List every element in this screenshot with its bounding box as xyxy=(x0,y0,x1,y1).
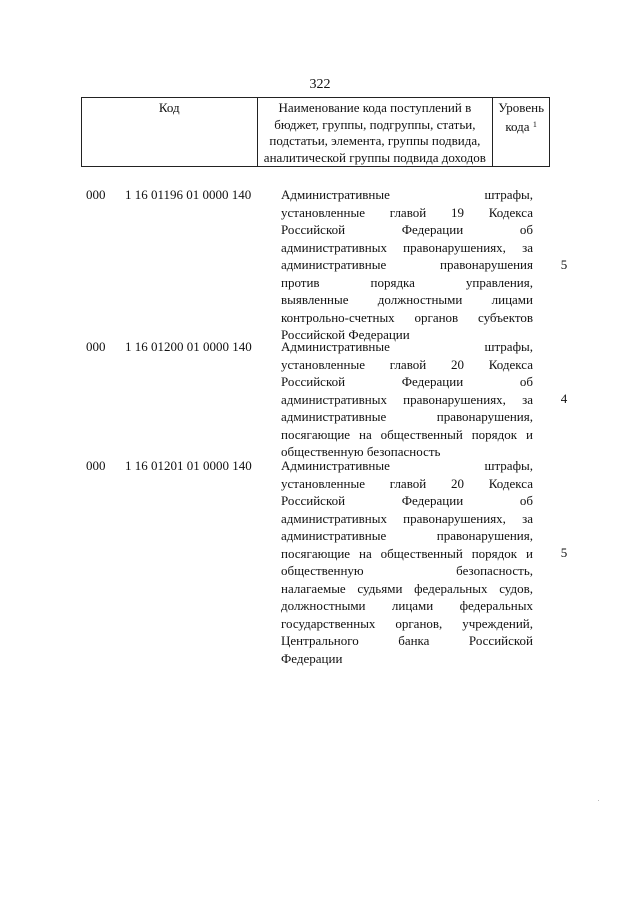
scan-speck xyxy=(598,800,599,801)
row-name-line: административные правонарушения, xyxy=(281,409,533,424)
column-header-level-line xyxy=(494,117,548,136)
column-header-name-line: Наименование кода поступлений в xyxy=(278,100,472,115)
row-name xyxy=(281,457,533,667)
column-header-name-line: подстатьи, элемента, группы подвида, xyxy=(269,133,481,148)
row-income-code: 1 16 01196 01 0000 140 xyxy=(125,187,252,202)
row-name-line: Административные штрафы, xyxy=(281,339,533,354)
row-income-code: 1 16 01201 01 0000 140 xyxy=(125,458,252,473)
row-name-line: установленные главой 20 Кодекса xyxy=(281,475,533,491)
row-income-code: 1 16 01200 01 0000 140 xyxy=(125,339,252,354)
column-header-name-line: бюджет, группы, подгруппы, статьи, xyxy=(274,116,476,132)
row-level: 5 xyxy=(560,545,568,560)
row-admin-code: 000 xyxy=(86,187,106,202)
table-row xyxy=(86,186,568,342)
row-name-line: Административные штрафы, xyxy=(281,458,533,473)
column-header-level-word: кода xyxy=(505,118,530,134)
column-header-level xyxy=(493,98,550,167)
row-name xyxy=(281,338,533,457)
row-level: 5 xyxy=(560,257,568,272)
page-number: 322 xyxy=(309,77,331,92)
row-name-line: административных правонарушениях, за xyxy=(281,391,533,407)
row-name-line: должностными лицами федеральных xyxy=(281,598,533,613)
column-header-name xyxy=(257,98,493,167)
table-body xyxy=(86,186,568,667)
row-name-line: посягающие на общественный порядок и xyxy=(281,426,533,442)
row-name-line: против порядка управления, xyxy=(281,274,533,290)
column-header-level-line: Уровень xyxy=(498,100,544,115)
row-name-line: установленные главой 20 Кодекса xyxy=(281,356,533,372)
row-admin-code: 000 xyxy=(86,458,106,473)
row-level: 4 xyxy=(560,391,568,406)
row-admin-code: 000 xyxy=(86,339,106,354)
column-header-code xyxy=(82,98,258,167)
row-name-line: Центрального банка Российской xyxy=(281,633,533,648)
row-name-line: Административные штрафы, xyxy=(281,187,533,202)
row-name xyxy=(281,186,533,342)
table-header xyxy=(81,97,550,167)
row-name-line: Федерации xyxy=(281,650,343,666)
row-name-line: установленные главой 19 Кодекса xyxy=(281,204,533,220)
row-name-line: общественную безопасность, xyxy=(281,563,533,578)
row-name-line: выявленные должностными лицами xyxy=(281,292,533,307)
column-header-code-label: Код xyxy=(158,100,180,115)
table-row xyxy=(86,457,568,667)
row-name-line: административные правонарушения xyxy=(281,257,533,272)
table-row xyxy=(86,338,568,459)
footnote-marker: 1 xyxy=(532,119,537,129)
row-name-line: Российской Федерации xyxy=(281,327,410,342)
row-name-line: общественную безопасность xyxy=(281,444,441,459)
row-name-line: посягающие на общественный порядок и xyxy=(281,545,533,561)
column-header-name-line: аналитической группы подвида доходов xyxy=(263,149,486,165)
row-name-line: Российской Федерации об xyxy=(281,374,533,389)
row-name-line: Российской Федерации об xyxy=(281,493,533,508)
row-name-line: административных правонарушениях, за xyxy=(281,510,533,526)
row-name-line: государственных органов, учреждений, xyxy=(281,615,533,631)
row-name-line: налагаемые судьями федеральных судов, xyxy=(281,580,533,596)
row-name-line: административных правонарушениях, за xyxy=(281,239,533,255)
row-name-line: административные правонарушения, xyxy=(281,528,533,543)
row-name-line: Российской Федерации об xyxy=(281,222,533,237)
row-name-line: контрольно-счетных органов субъектов xyxy=(281,309,533,325)
